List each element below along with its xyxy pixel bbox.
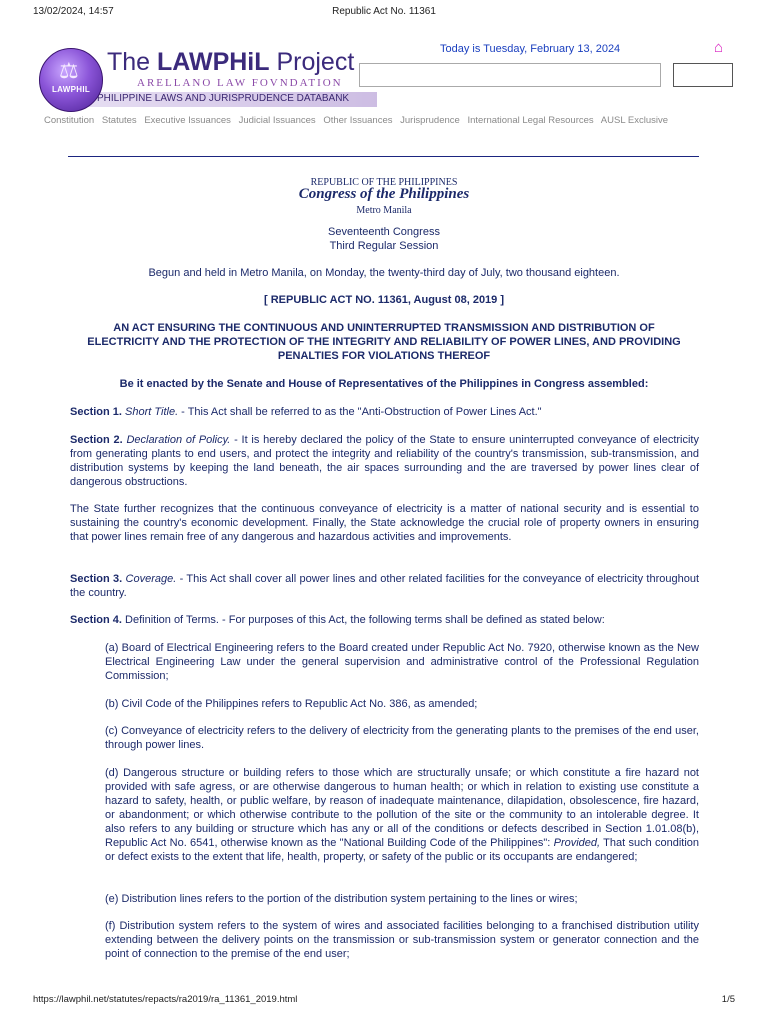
definition-e: (e) Distribution lines refers to the portion of the distribution system pertaining to the lines or wires;: [105, 893, 578, 905]
republic-heading: REPUBLIC OF THE PHILIPPINES: [310, 177, 458, 188]
main-nav: [44, 115, 744, 126]
nav-international-legal-resources[interactable]: International Legal Resources: [467, 115, 594, 126]
definition-c: (c) Conveyance of electricity refers to the delivery of electricity from the generating plants to the premises of the end user, through power lines.: [105, 725, 699, 751]
ra-heading: [ REPUBLIC ACT NO. 11361, August 08, 2019 ]: [263, 294, 505, 306]
nav-statutes[interactable]: Statutes: [101, 115, 137, 126]
definition-d: (d) Dangerous structure or building refers to those which are structurally unsafe; or which constitute a fire hazard not provided with safe agress, or are otherwise dangerous to human health; or which in relation to existing use constitute a hazard to safety, health, or public welfare, by reason of inadequate maintenance, dilapidation, obsolescence, fire hazard, or abandonment; or which otherwise contribute to the pollution of the site or the community to an intolerable degree. It also refers to any building or structure which has any or all of the conditions or defects described in Section 1.01.08(b), Republic Act No. 6541, otherwise known as the "National Building Code of the Philippines": Provided, That such condition or defect exists to the extent that life, health, property, or safety of the public or its occupants are endangered;: [105, 767, 699, 863]
site-title: The LAWPHiL Project: [107, 48, 355, 76]
session-heading: [0, 225, 768, 253]
print-footer: [33, 994, 735, 1005]
location-heading: Metro Manila: [356, 205, 412, 216]
definition-b: (b) Civil Code of the Philippines refers to Republic Act No. 386, as amended;: [105, 698, 478, 710]
print-page-number: 1/5: [721, 994, 735, 1005]
site-foundation: ARELLANO LAW FOVNDATION: [137, 77, 343, 89]
nav-ausl-exclusive[interactable]: AUSL Exclusive: [600, 115, 669, 126]
definition-f: (f) Distribution system refers to the system of wires and associated facilities belonging to a franchised distribution utility extending between the delivery points on the transmission or sub-transmission system or generator connection and the point of connection to the premise of the end user;: [105, 920, 699, 960]
print-header: [0, 6, 768, 20]
definition-a: (a) Board of Electrical Engineering refers to the Board created under Republic Act No. 7920, otherwise known as the New Electrical Engineering Law under the general supervision and administrative control of the Professional Regulation Commission;: [105, 642, 699, 682]
nav-other-issuances[interactable]: Other Issuances: [323, 115, 393, 126]
header-divider: [68, 156, 699, 157]
scales-icon: ⚖: [59, 59, 79, 84]
begun-statement: Begun and held in Metro Manila, on Monday, the twenty-third day of July, two thousand eighteen.: [148, 267, 620, 279]
act-title: AN ACT ENSURING THE CONTINUOUS AND UNINTERRUPTED TRANSMISSION AND DISTRIBUTION OF ELECTRICITY AND THE PROTECTION OF THE INTEGRITY AND RELIABILITY OF POWER LINES, AND PROVIDING PENALTIES FOR VIOLATIONS THEREOF: [87, 322, 681, 362]
section-3: Section 3. Coverage. - This Act shall cover all power lines and other related facilities for the conveyance of electricity throughout the country.: [70, 573, 699, 599]
search-button[interactable]: [673, 63, 733, 87]
nav-constitution[interactable]: Constitution: [44, 115, 95, 126]
section-2-paragraph-2: The State further recognizes that the continuous conveyance of electricity is a matter of national security and is essential to sustaining the country's economic development. Finally, the State acknowledge the crucial role of property owners in ensuring that power lines remain free of any dangerous and hazardous activities and improvements.: [70, 503, 699, 543]
site-tagline: PHILIPPINE LAWS AND JURISPRUDENCE DATABANK: [97, 93, 350, 104]
congress-heading: Congress of the Philippines: [298, 186, 470, 202]
site-logo[interactable]: [33, 38, 353, 112]
nav-judicial-issuances[interactable]: Judicial Issuances: [238, 115, 316, 126]
search-input[interactable]: [359, 63, 661, 87]
today-date: Today is Tuesday, February 13, 2024: [440, 43, 621, 55]
section-4: Section 4. Definition of Terms. - For purposes of this Act, the following terms shall be defined as stated below:: [70, 614, 605, 626]
print-datetime: 13/02/2024, 14:57: [33, 6, 114, 17]
section-1: Section 1. Short Title. - This Act shall be referred to as the "Anti-Obstruction of Power Lines Act.": [70, 406, 542, 418]
section-2: Section 2. Declaration of Policy. - It is hereby declared the policy of the State to ensure uninterrupted conveyance of electricity from generating plants to end users, and protect the integrity and reliability of the country's transmission, sub-transmission, and distribution systems by keeping the land beneath, the air spaces surrounding and the are traversed by power lines clear of dangerous obstructions.: [70, 434, 699, 488]
print-page-title: Republic Act No. 11361: [332, 6, 436, 17]
lawphil-seal-icon: [39, 48, 103, 112]
seal-text: LAWPHIL: [51, 85, 91, 94]
home-icon[interactable]: ⌂: [714, 39, 724, 56]
print-url: https://lawphil.net/statutes/repacts/ra2019/ra_11361_2019.html: [33, 994, 298, 1005]
logo-tagline-band: [67, 92, 377, 107]
regular-session: Third Regular Session: [329, 240, 439, 252]
congress-number: Seventeenth Congress: [328, 226, 440, 238]
nav-executive-issuances[interactable]: Executive Issuances: [144, 115, 231, 126]
nav-jurisprudence[interactable]: Jurisprudence: [400, 115, 460, 126]
enacting-clause: Be it enacted by the Senate and House of Representatives of the Philippines in Congress assembled:: [119, 378, 649, 390]
